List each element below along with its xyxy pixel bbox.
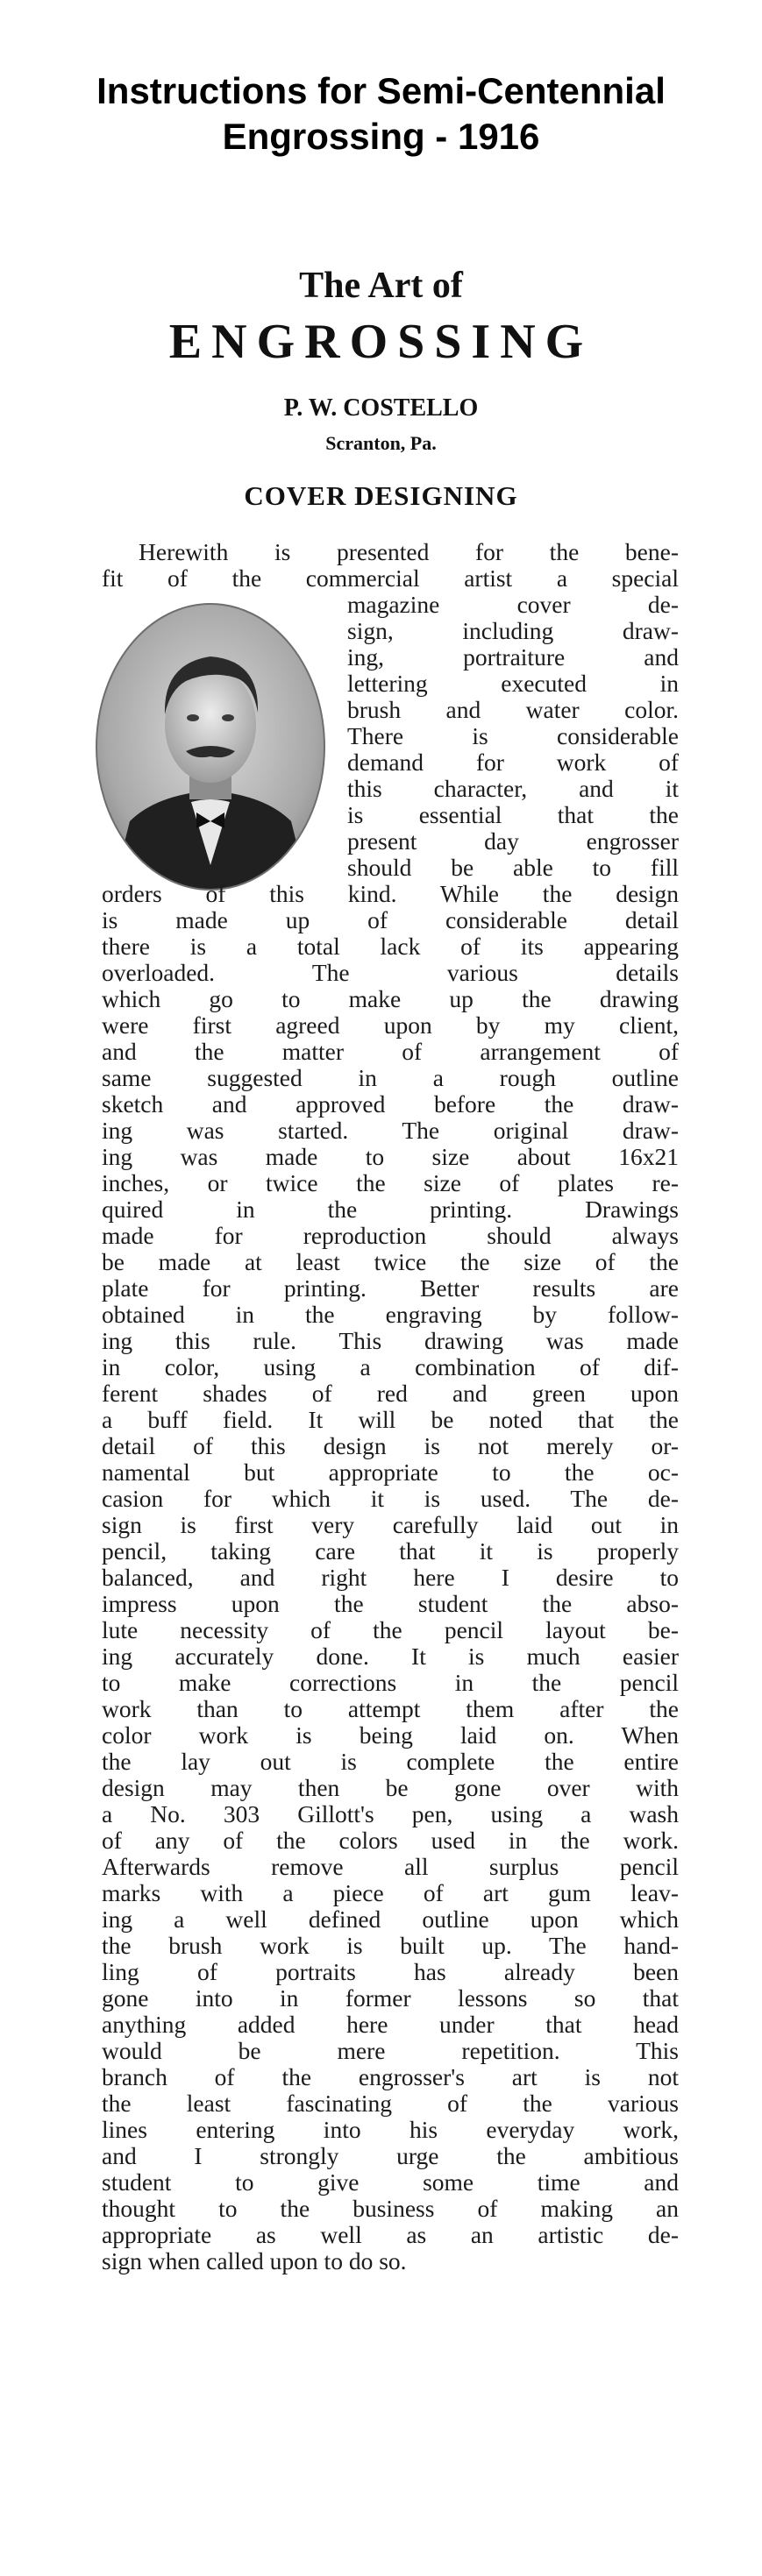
article-line: of any of the colors used in the work. xyxy=(102,1827,679,1854)
article-line: inches, or twice the size of plates re- xyxy=(102,1170,679,1196)
article-line: overloaded. The various details xyxy=(102,960,679,986)
article-line: lute necessity of the pencil layout be- xyxy=(102,1617,679,1643)
article-line: be made at least twice the size of the xyxy=(102,1249,679,1275)
article-line: sign is first very carefully laid out in xyxy=(102,1512,679,1538)
article-line: There is considerable xyxy=(347,723,679,749)
article-line: the least fascinating of the various xyxy=(102,2090,679,2117)
article-line: ing, portraiture and xyxy=(347,644,679,671)
article-line: the brush work is built up. The hand- xyxy=(102,1933,679,1959)
article-line: Afterwards remove all surplus pencil xyxy=(102,1854,679,1880)
article-line: brush and water color. xyxy=(347,697,679,723)
article-line: is essential that the xyxy=(347,802,679,828)
article-line: Herewith is presented for the bene- xyxy=(139,539,679,565)
article-line: color work is being laid on. When xyxy=(102,1722,679,1749)
article-line: to make corrections in the pencil xyxy=(102,1670,679,1696)
section-heading: COVER DESIGNING xyxy=(244,480,518,511)
article-line: the lay out is complete the entire xyxy=(102,1749,679,1775)
article-line: there is a total lack of its appearing xyxy=(102,933,679,960)
article-line: ing was started. The original draw- xyxy=(102,1118,679,1144)
article-line: which go to make up the drawing xyxy=(102,986,679,1012)
article-line: fit of the commercial artist a special xyxy=(102,565,679,592)
article-line: ing this rule. This drawing was made xyxy=(102,1328,679,1354)
article-line: balanced, and right here I desire to xyxy=(102,1565,679,1591)
article-line: namental but appropriate to the oc- xyxy=(102,1459,679,1486)
article-line: lettering executed in xyxy=(347,671,679,697)
article-title-top: The Art of xyxy=(299,266,463,306)
article-line: appropriate as well as an artistic de- xyxy=(102,2222,679,2248)
article-line: ferent shades of red and green upon xyxy=(102,1380,679,1407)
article-line: plate for printing. Better results are xyxy=(102,1275,679,1302)
article-line: sketch and approved before the draw- xyxy=(102,1091,679,1118)
article-line: sign, including draw- xyxy=(347,618,679,644)
article-line: would be mere repetition. This xyxy=(102,2038,679,2064)
article-line: detail of this design is not merely or- xyxy=(102,1433,679,1459)
article-line: design may then be gone over with xyxy=(102,1775,679,1801)
article-line: casion for which it is used. The de- xyxy=(102,1486,679,1512)
article-line: impress upon the student the abso- xyxy=(102,1591,679,1617)
article-line: branch of the engrosser's art is not xyxy=(102,2064,679,2090)
article-line: marks with a piece of art gum leav- xyxy=(102,1880,679,1906)
article-line: in color, using a combination of dif- xyxy=(102,1354,679,1380)
article-line: a buff field. It will be noted that the xyxy=(102,1407,679,1433)
article-line: lines entering into his everyday work, xyxy=(102,2117,679,2143)
article-line: ling of portraits has already been xyxy=(102,1959,679,1985)
article-line: magazine cover de- xyxy=(347,592,679,618)
article-line: ing accurately done. It is much easier xyxy=(102,1643,679,1670)
article-line: should be able to fill xyxy=(347,855,679,881)
article-line: orders of this kind. While the design xyxy=(102,881,679,907)
article-line: work than to attempt them after the xyxy=(102,1696,679,1722)
article-line: obtained in the engraving by follow- xyxy=(102,1302,679,1328)
article-line: quired in the printing. Drawings xyxy=(102,1196,679,1223)
article-line: is made up of considerable detail xyxy=(102,907,679,933)
article-line: thought to the business of making an xyxy=(102,2196,679,2222)
article-line: sign when called upon to do so. xyxy=(102,2248,407,2274)
header-line-1: Instructions for Semi-Centennial xyxy=(96,70,666,111)
article-line: made for reproduction should always xyxy=(102,1223,679,1249)
article-line: ing a well defined outline upon which xyxy=(102,1906,679,1933)
article-line: gone into in former lessons so that xyxy=(102,1985,679,2012)
author-name: P. W. COSTELLO xyxy=(283,394,479,422)
page-header xyxy=(0,68,762,160)
article-line: pencil, taking care that it is properly xyxy=(102,1538,679,1565)
article-title-main: ENGROSSING xyxy=(168,315,594,369)
article-line: were first agreed upon by my client, xyxy=(102,1012,679,1039)
article-line: and the matter of arrangement of xyxy=(102,1039,679,1065)
article-line: a No. 303 Gillott's pen, using a wash xyxy=(102,1801,679,1827)
header-line-2: Engrossing - 1916 xyxy=(222,116,540,157)
article-line: student to give some time and xyxy=(102,2169,679,2196)
article-line: anything added here under that head xyxy=(102,2012,679,2038)
article-line: and I strongly urge the ambitious xyxy=(102,2143,679,2169)
article-line: demand for work of xyxy=(347,749,679,776)
article-line: same suggested in a rough outline xyxy=(102,1065,679,1091)
author-portrait xyxy=(95,602,326,891)
author-location: Scranton, Pa. xyxy=(325,432,437,454)
article-line: present day engrosser xyxy=(347,828,679,855)
article-line: ing was made to size about 16x21 xyxy=(102,1144,679,1170)
article-line: this character, and it xyxy=(347,776,679,802)
